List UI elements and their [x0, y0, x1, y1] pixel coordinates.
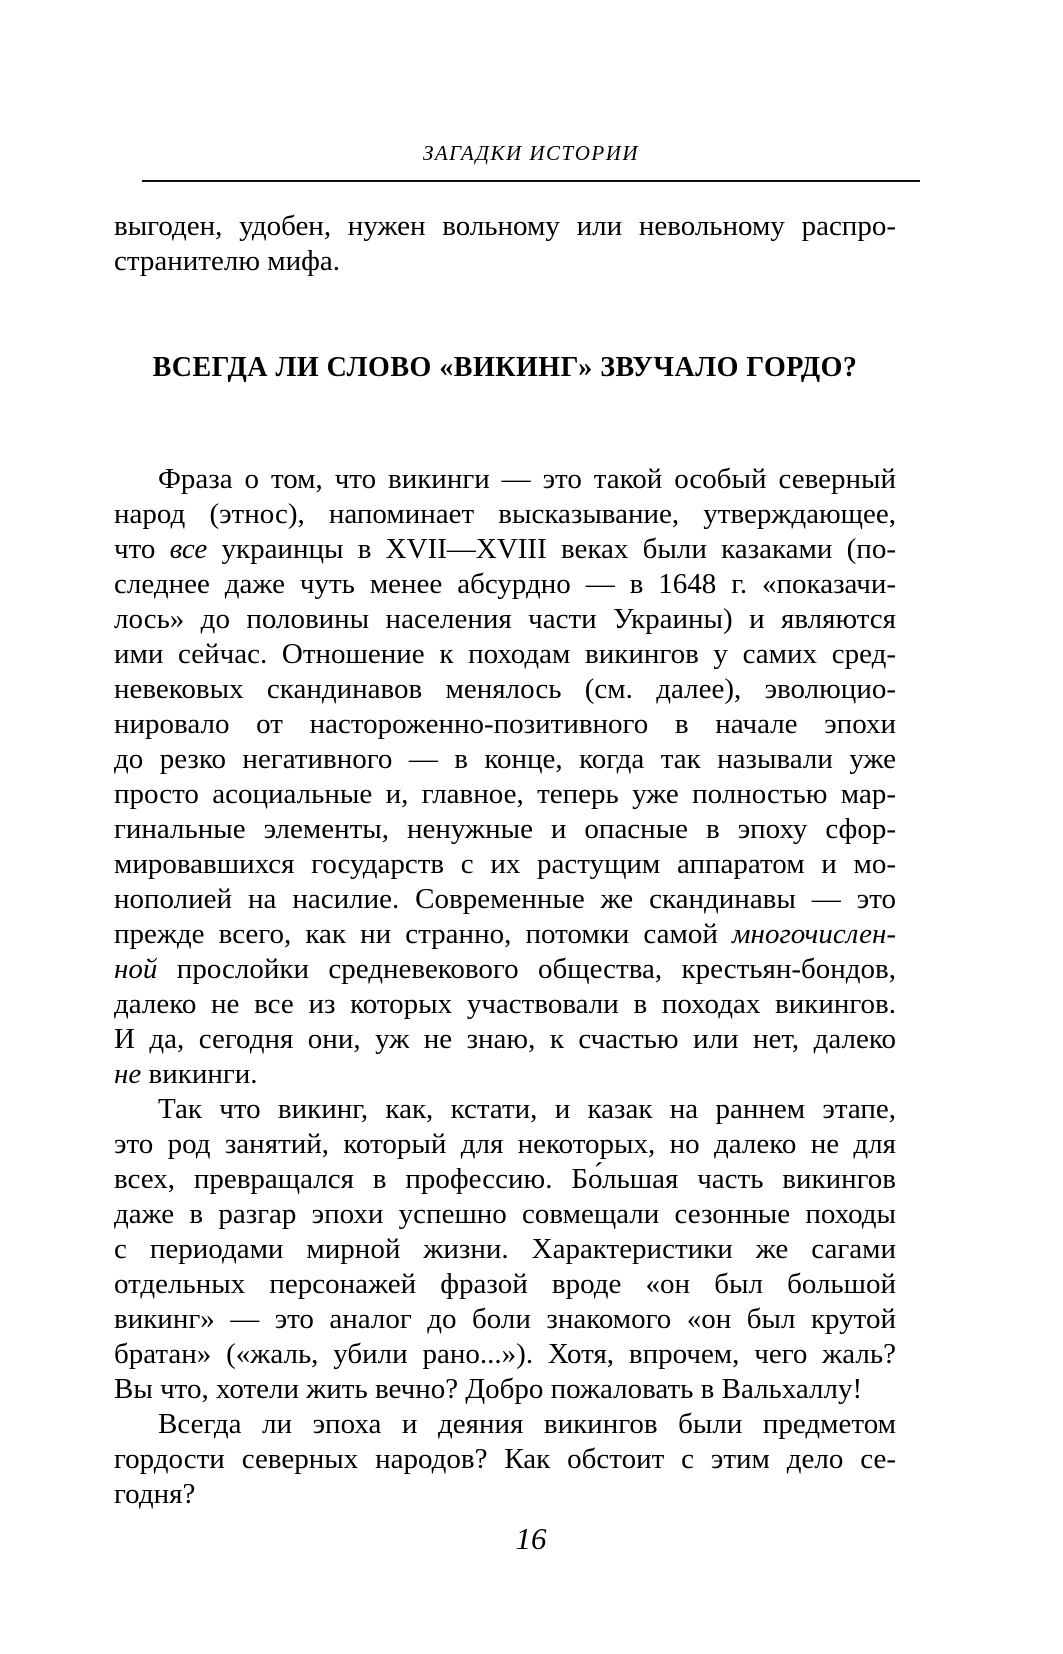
text-line: народ (этнос), напоминает высказывание, утверждающее, — [114, 498, 896, 530]
text-line: далеко не все из которых участвовали в походах викингов. — [114, 988, 896, 1020]
italic-text: не — [114, 1058, 142, 1090]
text-line: что все украинцы в XVII—XVIII веках были казаками (по- — [114, 533, 896, 565]
italic-text: ной — [114, 953, 158, 985]
text-line: отдельных персонажей фразой вроде «он был большой — [114, 1268, 896, 1300]
text-line: следнее даже чуть менее абсурдно — в 1648 г. «показачи- — [114, 568, 896, 600]
text-line: всех, превращался в профессию. Бо́льшая часть викингов — [114, 1163, 896, 1195]
paragraph — [114, 1407, 896, 1512]
paragraph — [114, 1092, 896, 1407]
text-line: нополией на насилие. Современные же скандинавы — это — [114, 883, 896, 915]
text-line: не викинги. — [114, 1058, 258, 1090]
text-line: с периодами мирной жизни. Характеристики же сагами — [114, 1233, 896, 1265]
text-line: И да, сегодня они, уж не знаю, к счастью или нет, далеко — [114, 1023, 896, 1055]
italic-text: все — [169, 533, 208, 565]
paragraph-continuation — [114, 209, 896, 279]
text-line: это род занятий, который для некоторых, но далеко не для — [114, 1128, 896, 1160]
text-line: просто асоциальные и, главное, теперь уже полностью мар- — [114, 778, 896, 810]
text-line: до резко негативного — в конце, когда так называли уже — [114, 743, 896, 775]
text-line: ной прослойки средневекового общества, крестьян-бондов, — [114, 953, 896, 985]
text-line: прежде всего, как ни странно, потомки самой многочислен- — [114, 918, 896, 950]
text-line: братан» («жаль, убили рано...»). Хотя, впрочем, чего жаль? — [114, 1338, 896, 1370]
section-heading: ВСЕГДА ЛИ СЛОВО «ВИКИНГ» ЗВУЧАЛО ГОРДО? — [152, 352, 858, 383]
text-line: Фраза о том, что викинги — это такой особый северный — [158, 463, 896, 495]
italic-text: многочислен- — [732, 918, 896, 950]
text-line: гордости северных народов? Как обстоит с этим дело се- — [114, 1443, 896, 1475]
text-line: Так что викинг, как, кстати, и казак на раннем этапе, — [158, 1093, 896, 1125]
text-line: годня? — [114, 1478, 196, 1510]
text-line: Всегда ли эпоха и деяния викингов были предметом — [158, 1408, 896, 1440]
text-line: нировало от настороженно-позитивного в начале эпохи — [114, 708, 896, 740]
header-rule — [142, 180, 920, 182]
text-line: странителю мифа. — [114, 245, 341, 277]
page-number: 16 — [515, 1521, 547, 1556]
text-line: лось» до половины населения части Украины) и являются — [114, 603, 896, 635]
text-line: викинг» — это аналог до боли знакомого «он был крутой — [114, 1303, 896, 1335]
text-line: даже в разгар эпохи успешно совмещали сезонные походы — [114, 1198, 896, 1230]
text-line: невековых скандинавов менялось (см. далее), эволюцио- — [114, 673, 896, 705]
text-line: выгоден, удобен, нужен вольному или невольному распро- — [114, 210, 896, 242]
text-line: ими сейчас. Отношение к походам викингов у самих сред- — [114, 638, 896, 670]
running-head: ЗАГАДКИ ИСТОРИИ — [422, 141, 640, 165]
paragraph — [114, 462, 896, 1092]
text-line: Вы что, хотели жить вечно? Добро пожаловать в Вальхаллу! — [114, 1373, 863, 1405]
text-line: мировавшихся государств с их растущим аппаратом и мо- — [114, 848, 896, 880]
text-line: гинальные элементы, ненужные и опасные в эпоху сфор- — [114, 813, 896, 845]
